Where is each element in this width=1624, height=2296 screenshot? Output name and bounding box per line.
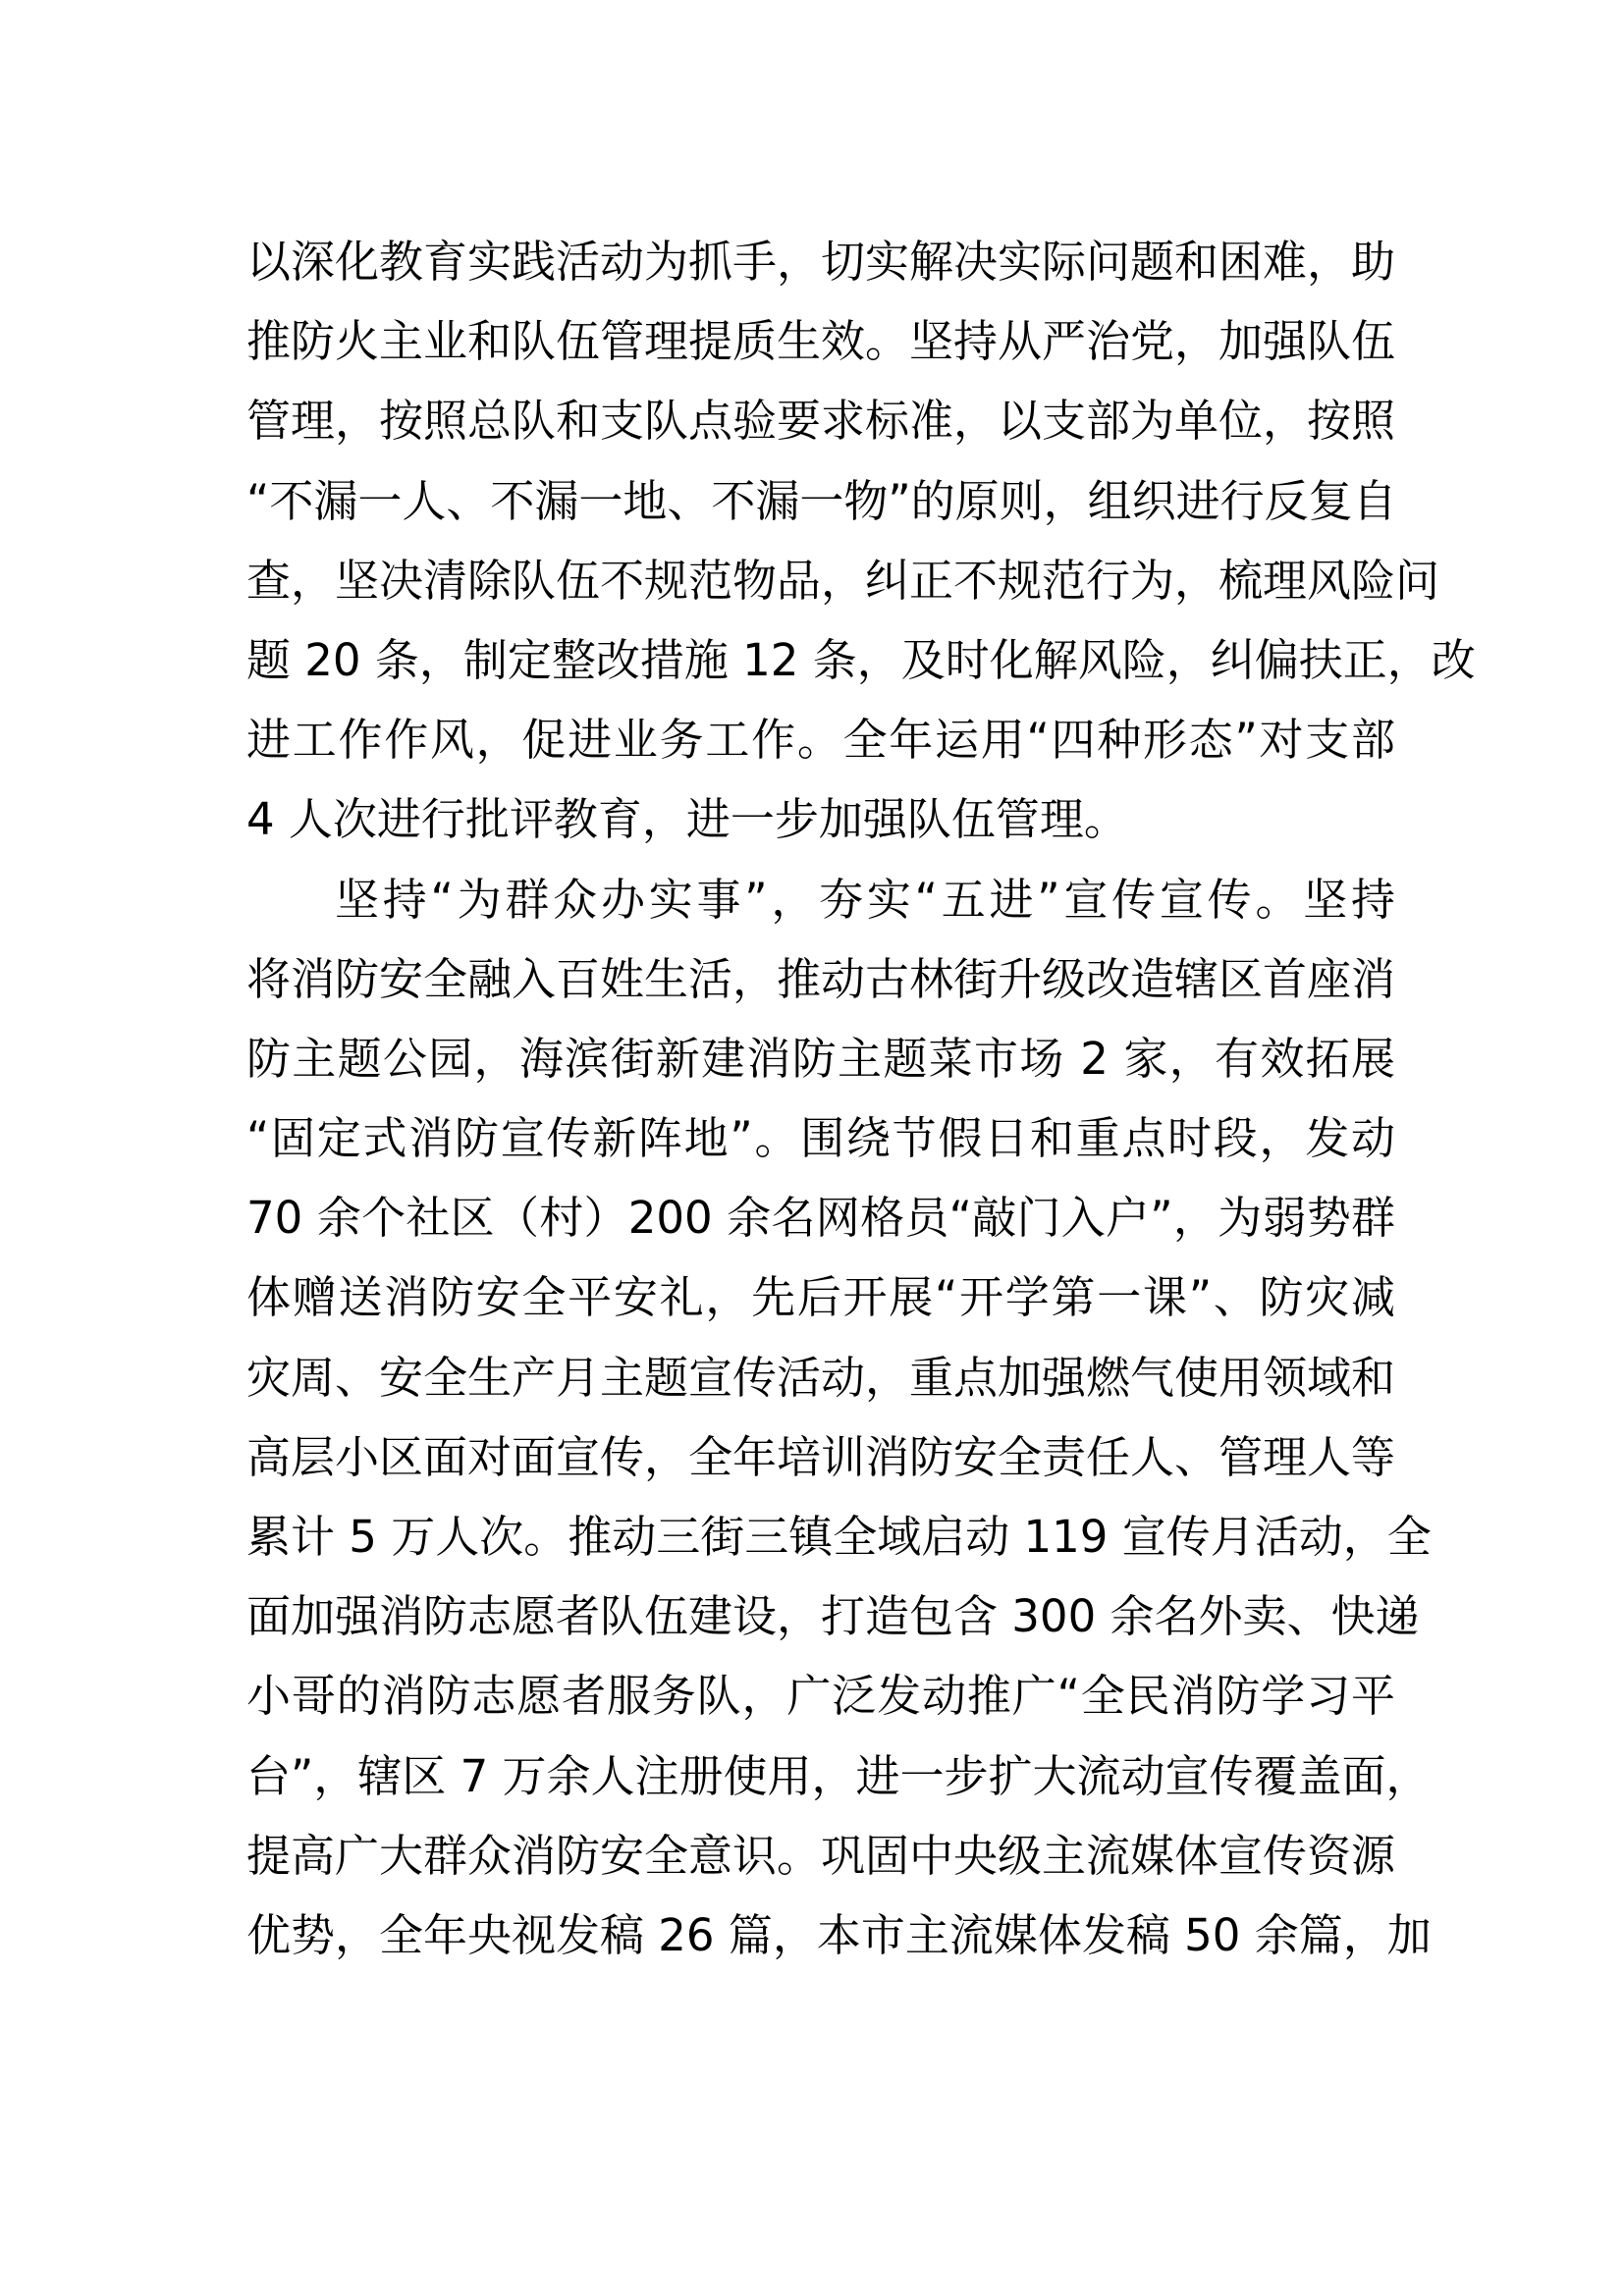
text-line: 4 人次进行批评教育，进一步加强队伍管理。 [246, 793, 1128, 846]
text-line: 防主题公园，海滨街新建消防主题菜市场 2 家，有效拓展 [246, 1032, 1395, 1085]
body-text [246, 222, 1476, 1975]
text-line: 优势，全年央视发稿 26 篇，本市主流媒体发稿 50 余篇，加 [246, 1908, 1432, 1961]
text-line: 70 余个社区（村）200 余名网格员“敲门入户”，为弱势群 [246, 1192, 1395, 1245]
text-line: 管理，按照总队和支队点验要求标准，以支部为单位，按照 [246, 395, 1396, 448]
text-line: 推防火主业和队伍管理提质生效。坚持从严治党，加强队伍 [246, 315, 1396, 368]
text-line: 高层小区面对面宣传，全年培训消防安全责任人、管理人等 [246, 1430, 1396, 1483]
text-line: 题 20 条，制定整改措施 12 条，及时化解风险，纠偏扶正，改 [246, 633, 1476, 686]
text-line: “固定式消防宣传新阵地”。围绕节假日和重点时段，发动 [246, 1112, 1395, 1165]
text-line: 台”，辖区 7 万余人注册使用，进一步扩大流动宣传覆盖面， [246, 1749, 1431, 1802]
text-line: 面加强消防志愿者队伍建设，打造包含 300 余名外卖、快递 [246, 1590, 1420, 1643]
text-line: 以深化教育实践活动为抓手，切实解决实际问题和困难，助 [246, 236, 1396, 288]
text-line: 提高广大群众消防安全意识。巩固中央级主流媒体宣传资源 [246, 1829, 1396, 1882]
text-line: “不漏一人、不漏一地、不漏一物”的原则，组织进行反复自 [246, 474, 1397, 527]
text-line: 查，坚决清除队伍不规范物品，纠正不规范行为，梳理风险问 [246, 554, 1440, 607]
text-line: 累计 5 万人次。推动三街三镇全域启动 119 宣传月活动，全 [246, 1511, 1432, 1563]
text-line: 体赠送消防安全平安礼，先后开展“开学第一课”、防灾减 [246, 1271, 1395, 1324]
paragraph-first-line: 坚持“为群众办实事”，夯实“五进”宣传宣传。坚持 [335, 873, 1395, 926]
text-line: 将消防安全融入百姓生活，推动古林街升级改造辖区首座消 [246, 952, 1396, 1005]
text-line: 灾周、安全生产月主题宣传活动，重点加强燃气使用领域和 [246, 1351, 1396, 1404]
text-line: 进工作作风，促进业务工作。全年运用“四种形态”对支部 [246, 714, 1395, 767]
text-line: 小哥的消防志愿者服务队，广泛发动推广“全民消防学习平 [246, 1670, 1395, 1723]
